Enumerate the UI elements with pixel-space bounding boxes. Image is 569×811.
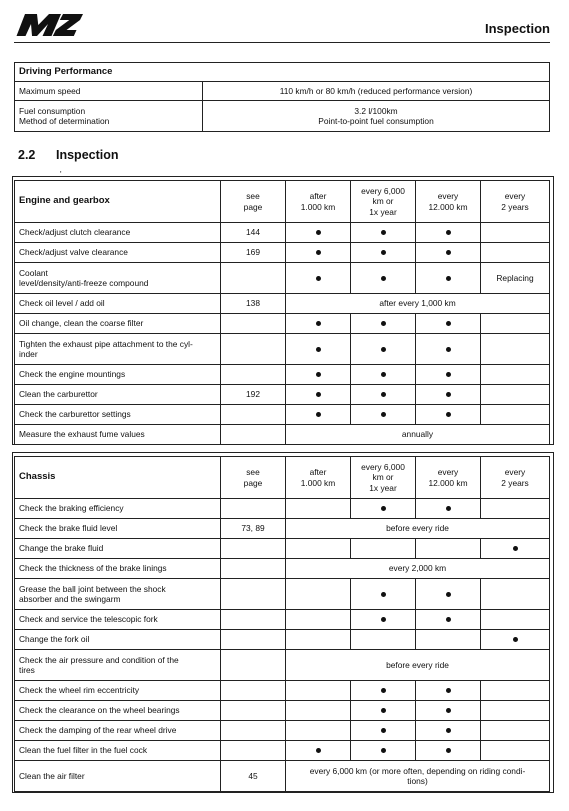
interval-cell xyxy=(286,243,351,263)
page-ref xyxy=(221,741,286,761)
maintenance-row xyxy=(15,314,550,334)
chassis-title: Chassis xyxy=(15,457,221,499)
task-label: Check the braking efficiency xyxy=(15,499,221,519)
task-label: Check the carburettor settings xyxy=(15,405,221,425)
interval-cell xyxy=(481,405,550,425)
interval-cell xyxy=(351,243,416,263)
check-dot-icon xyxy=(446,372,451,377)
interval-cell xyxy=(286,539,351,559)
page-ref xyxy=(221,610,286,630)
maintenance-row xyxy=(15,365,550,385)
interval-cell xyxy=(416,701,481,721)
mz-logo xyxy=(14,10,84,40)
maintenance-row xyxy=(15,425,550,445)
maintenance-row xyxy=(15,519,550,539)
maintenance-row xyxy=(15,630,550,650)
page-ref: 169 xyxy=(221,243,286,263)
interval-cell xyxy=(286,741,351,761)
page-ref xyxy=(221,701,286,721)
interval-cell xyxy=(286,405,351,425)
stray-mark: ' xyxy=(60,170,62,179)
page-ref xyxy=(221,721,286,741)
task-label: Check the engine mountings xyxy=(15,365,221,385)
engine-title: Engine and gearbox xyxy=(15,181,221,223)
inspection-heading: 2.2 Inspection xyxy=(18,148,119,162)
interval-cell xyxy=(286,630,351,650)
interval-cell xyxy=(286,610,351,630)
interval-cell xyxy=(286,314,351,334)
interval-cell xyxy=(286,701,351,721)
interval-cell xyxy=(481,539,550,559)
maintenance-row xyxy=(15,405,550,425)
task-label: Coolant level/density/anti-freeze compound xyxy=(15,263,221,294)
page-ref xyxy=(221,334,286,365)
check-dot-icon xyxy=(381,688,386,693)
interval-cell xyxy=(351,385,416,405)
maintenance-row xyxy=(15,650,550,681)
check-dot-icon xyxy=(381,321,386,326)
interval-cell xyxy=(351,721,416,741)
interval-note: annually xyxy=(286,425,550,445)
page-ref: 45 xyxy=(221,761,286,792)
page-ref xyxy=(221,579,286,610)
check-dot-icon xyxy=(381,372,386,377)
check-dot-icon xyxy=(446,708,451,713)
maintenance-row xyxy=(15,499,550,519)
check-dot-icon xyxy=(446,276,451,281)
maintenance-row xyxy=(15,385,550,405)
interval-cell xyxy=(481,243,550,263)
interval-note: Replacing xyxy=(481,263,550,294)
task-label: Measure the exhaust fume values xyxy=(15,425,221,445)
interval-cell xyxy=(481,499,550,519)
page-ref xyxy=(221,650,286,681)
interval-cell xyxy=(351,223,416,243)
fuel-value: 3.2 l/100km Point-to-point fuel consumption xyxy=(203,101,550,132)
check-dot-icon xyxy=(446,728,451,733)
interval-cell xyxy=(351,630,416,650)
check-dot-icon xyxy=(381,276,386,281)
check-dot-icon xyxy=(446,506,451,511)
check-dot-icon xyxy=(446,748,451,753)
interval-cell xyxy=(416,365,481,385)
interval-cell xyxy=(351,681,416,701)
check-dot-icon xyxy=(381,617,386,622)
page-ref xyxy=(221,425,286,445)
check-dot-icon xyxy=(513,546,518,551)
check-dot-icon xyxy=(316,392,321,397)
check-dot-icon xyxy=(381,412,386,417)
check-dot-icon xyxy=(381,230,386,235)
page-ref: 144 xyxy=(221,223,286,243)
page-ref xyxy=(221,405,286,425)
page-ref xyxy=(221,263,286,294)
task-label: Check the clearance on the wheel bearings xyxy=(15,701,221,721)
check-dot-icon xyxy=(446,688,451,693)
interval-cell xyxy=(351,314,416,334)
check-dot-icon xyxy=(381,728,386,733)
interval-cell xyxy=(416,385,481,405)
max-speed-value: 110 km/h or 80 km/h (reduced performance version) xyxy=(203,82,550,101)
header-see-page: see page xyxy=(221,181,286,223)
task-label: Check the thickness of the brake linings xyxy=(15,559,221,579)
interval-cell xyxy=(286,334,351,365)
task-label: Oil change, clean the coarse filter xyxy=(15,314,221,334)
header-after-1000: after 1.000 km xyxy=(286,457,351,499)
interval-cell xyxy=(351,499,416,519)
check-dot-icon xyxy=(513,637,518,642)
interval-cell xyxy=(286,223,351,243)
maintenance-row xyxy=(15,539,550,559)
task-label: Check the air pressure and condition of the tires xyxy=(15,650,221,681)
maintenance-row xyxy=(15,294,550,314)
interval-cell xyxy=(351,539,416,559)
maintenance-row xyxy=(15,741,550,761)
interval-note: before every ride xyxy=(286,519,550,539)
page-ref: 138 xyxy=(221,294,286,314)
maintenance-row xyxy=(15,721,550,741)
page-ref xyxy=(221,314,286,334)
check-dot-icon xyxy=(316,276,321,281)
interval-cell xyxy=(286,721,351,741)
check-dot-icon xyxy=(446,347,451,352)
header-every-12000: every 12.000 km xyxy=(416,457,481,499)
header-every-2-years: every 2 years xyxy=(481,457,550,499)
check-dot-icon xyxy=(381,708,386,713)
interval-cell xyxy=(351,579,416,610)
interval-cell xyxy=(481,223,550,243)
maintenance-row xyxy=(15,243,550,263)
check-dot-icon xyxy=(316,321,321,326)
interval-cell xyxy=(481,741,550,761)
interval-cell xyxy=(286,365,351,385)
page-ref xyxy=(221,499,286,519)
task-label: Clean the carburettor xyxy=(15,385,221,405)
interval-cell xyxy=(351,610,416,630)
interval-cell xyxy=(286,263,351,294)
header-see-page: see page xyxy=(221,457,286,499)
interval-cell xyxy=(416,405,481,425)
task-label: Check/adjust valve clearance xyxy=(15,243,221,263)
check-dot-icon xyxy=(316,347,321,352)
interval-cell xyxy=(416,741,481,761)
check-dot-icon xyxy=(316,230,321,235)
maintenance-row xyxy=(15,761,550,792)
interval-cell xyxy=(416,681,481,701)
task-label: Check/adjust clutch clearance xyxy=(15,223,221,243)
interval-cell xyxy=(351,405,416,425)
check-dot-icon xyxy=(381,748,386,753)
interval-cell xyxy=(481,701,550,721)
task-label: Tighten the exhaust pipe attachment to the cyl- inder xyxy=(15,334,221,365)
interval-cell xyxy=(351,741,416,761)
interval-note: every 6,000 km (or more often, depending on riding condi- tions) xyxy=(286,761,550,792)
interval-cell xyxy=(416,539,481,559)
interval-cell xyxy=(351,701,416,721)
interval-cell xyxy=(351,365,416,385)
chassis-table xyxy=(14,456,550,792)
maintenance-row xyxy=(15,610,550,630)
interval-cell xyxy=(481,630,550,650)
interval-cell xyxy=(416,499,481,519)
check-dot-icon xyxy=(446,617,451,622)
maintenance-row xyxy=(15,263,550,294)
fuel-label: Fuel consumption Method of determination xyxy=(15,101,203,132)
check-dot-icon xyxy=(381,392,386,397)
task-label: Check the damping of the rear wheel drive xyxy=(15,721,221,741)
interval-cell xyxy=(416,630,481,650)
check-dot-icon xyxy=(316,748,321,753)
interval-cell xyxy=(286,681,351,701)
check-dot-icon xyxy=(446,230,451,235)
header-every-6000: every 6,000 km or 1x year xyxy=(351,181,416,223)
maintenance-row xyxy=(15,334,550,365)
check-dot-icon xyxy=(316,412,321,417)
interval-note: before every ride xyxy=(286,650,550,681)
task-label: Change the brake fluid xyxy=(15,539,221,559)
interval-cell xyxy=(481,365,550,385)
interval-cell xyxy=(351,263,416,294)
interval-cell xyxy=(481,314,550,334)
maintenance-row xyxy=(15,579,550,610)
task-label: Check oil level / add oil xyxy=(15,294,221,314)
interval-cell xyxy=(416,579,481,610)
engine-gearbox-table xyxy=(14,180,550,445)
check-dot-icon xyxy=(381,250,386,255)
interval-cell xyxy=(481,334,550,365)
page-ref xyxy=(221,559,286,579)
task-label: Change the fork oil xyxy=(15,630,221,650)
interval-cell xyxy=(416,610,481,630)
interval-cell xyxy=(416,263,481,294)
page-ref xyxy=(221,681,286,701)
interval-cell xyxy=(286,385,351,405)
task-label: Clean the fuel filter in the fuel cock xyxy=(15,741,221,761)
check-dot-icon xyxy=(381,347,386,352)
interval-cell xyxy=(286,499,351,519)
interval-cell xyxy=(286,579,351,610)
interval-cell xyxy=(481,610,550,630)
check-dot-icon xyxy=(446,250,451,255)
interval-cell xyxy=(416,314,481,334)
check-dot-icon xyxy=(446,392,451,397)
page-ref: 192 xyxy=(221,385,286,405)
performance-title: Driving Performance xyxy=(15,63,550,82)
interval-cell xyxy=(481,681,550,701)
interval-note: every 2,000 km xyxy=(286,559,550,579)
interval-cell xyxy=(481,579,550,610)
task-label: Check the brake fluid level xyxy=(15,519,221,539)
max-speed-label: Maximum speed xyxy=(15,82,203,101)
maintenance-row xyxy=(15,701,550,721)
page-header xyxy=(14,12,550,43)
task-label: Clean the air filter xyxy=(15,761,221,792)
check-dot-icon xyxy=(381,506,386,511)
interval-cell xyxy=(416,243,481,263)
interval-note: after every 1,000 km xyxy=(286,294,550,314)
page-ref xyxy=(221,365,286,385)
header-every-6000: every 6,000 km or 1x year xyxy=(351,457,416,499)
interval-cell xyxy=(416,334,481,365)
header-every-2-years: every 2 years xyxy=(481,181,550,223)
maintenance-row xyxy=(15,223,550,243)
task-label: Grease the ball joint between the shock absorber and the swingarm xyxy=(15,579,221,610)
maintenance-row xyxy=(15,559,550,579)
page-ref xyxy=(221,539,286,559)
check-dot-icon xyxy=(446,412,451,417)
interval-cell xyxy=(481,721,550,741)
check-dot-icon xyxy=(316,372,321,377)
driving-performance-table xyxy=(14,62,550,132)
maintenance-row xyxy=(15,681,550,701)
check-dot-icon xyxy=(381,592,386,597)
page-ref: 73, 89 xyxy=(221,519,286,539)
header-after-1000: after 1.000 km xyxy=(286,181,351,223)
header-every-12000: every 12.000 km xyxy=(416,181,481,223)
check-dot-icon xyxy=(316,250,321,255)
interval-cell xyxy=(416,721,481,741)
interval-cell xyxy=(351,334,416,365)
check-dot-icon xyxy=(446,321,451,326)
page-ref xyxy=(221,630,286,650)
section-title: Inspection xyxy=(484,21,550,36)
task-label: Check and service the telescopic fork xyxy=(15,610,221,630)
interval-cell xyxy=(481,385,550,405)
task-label: Check the wheel rim eccentricity xyxy=(15,681,221,701)
check-dot-icon xyxy=(446,592,451,597)
interval-cell xyxy=(416,223,481,243)
